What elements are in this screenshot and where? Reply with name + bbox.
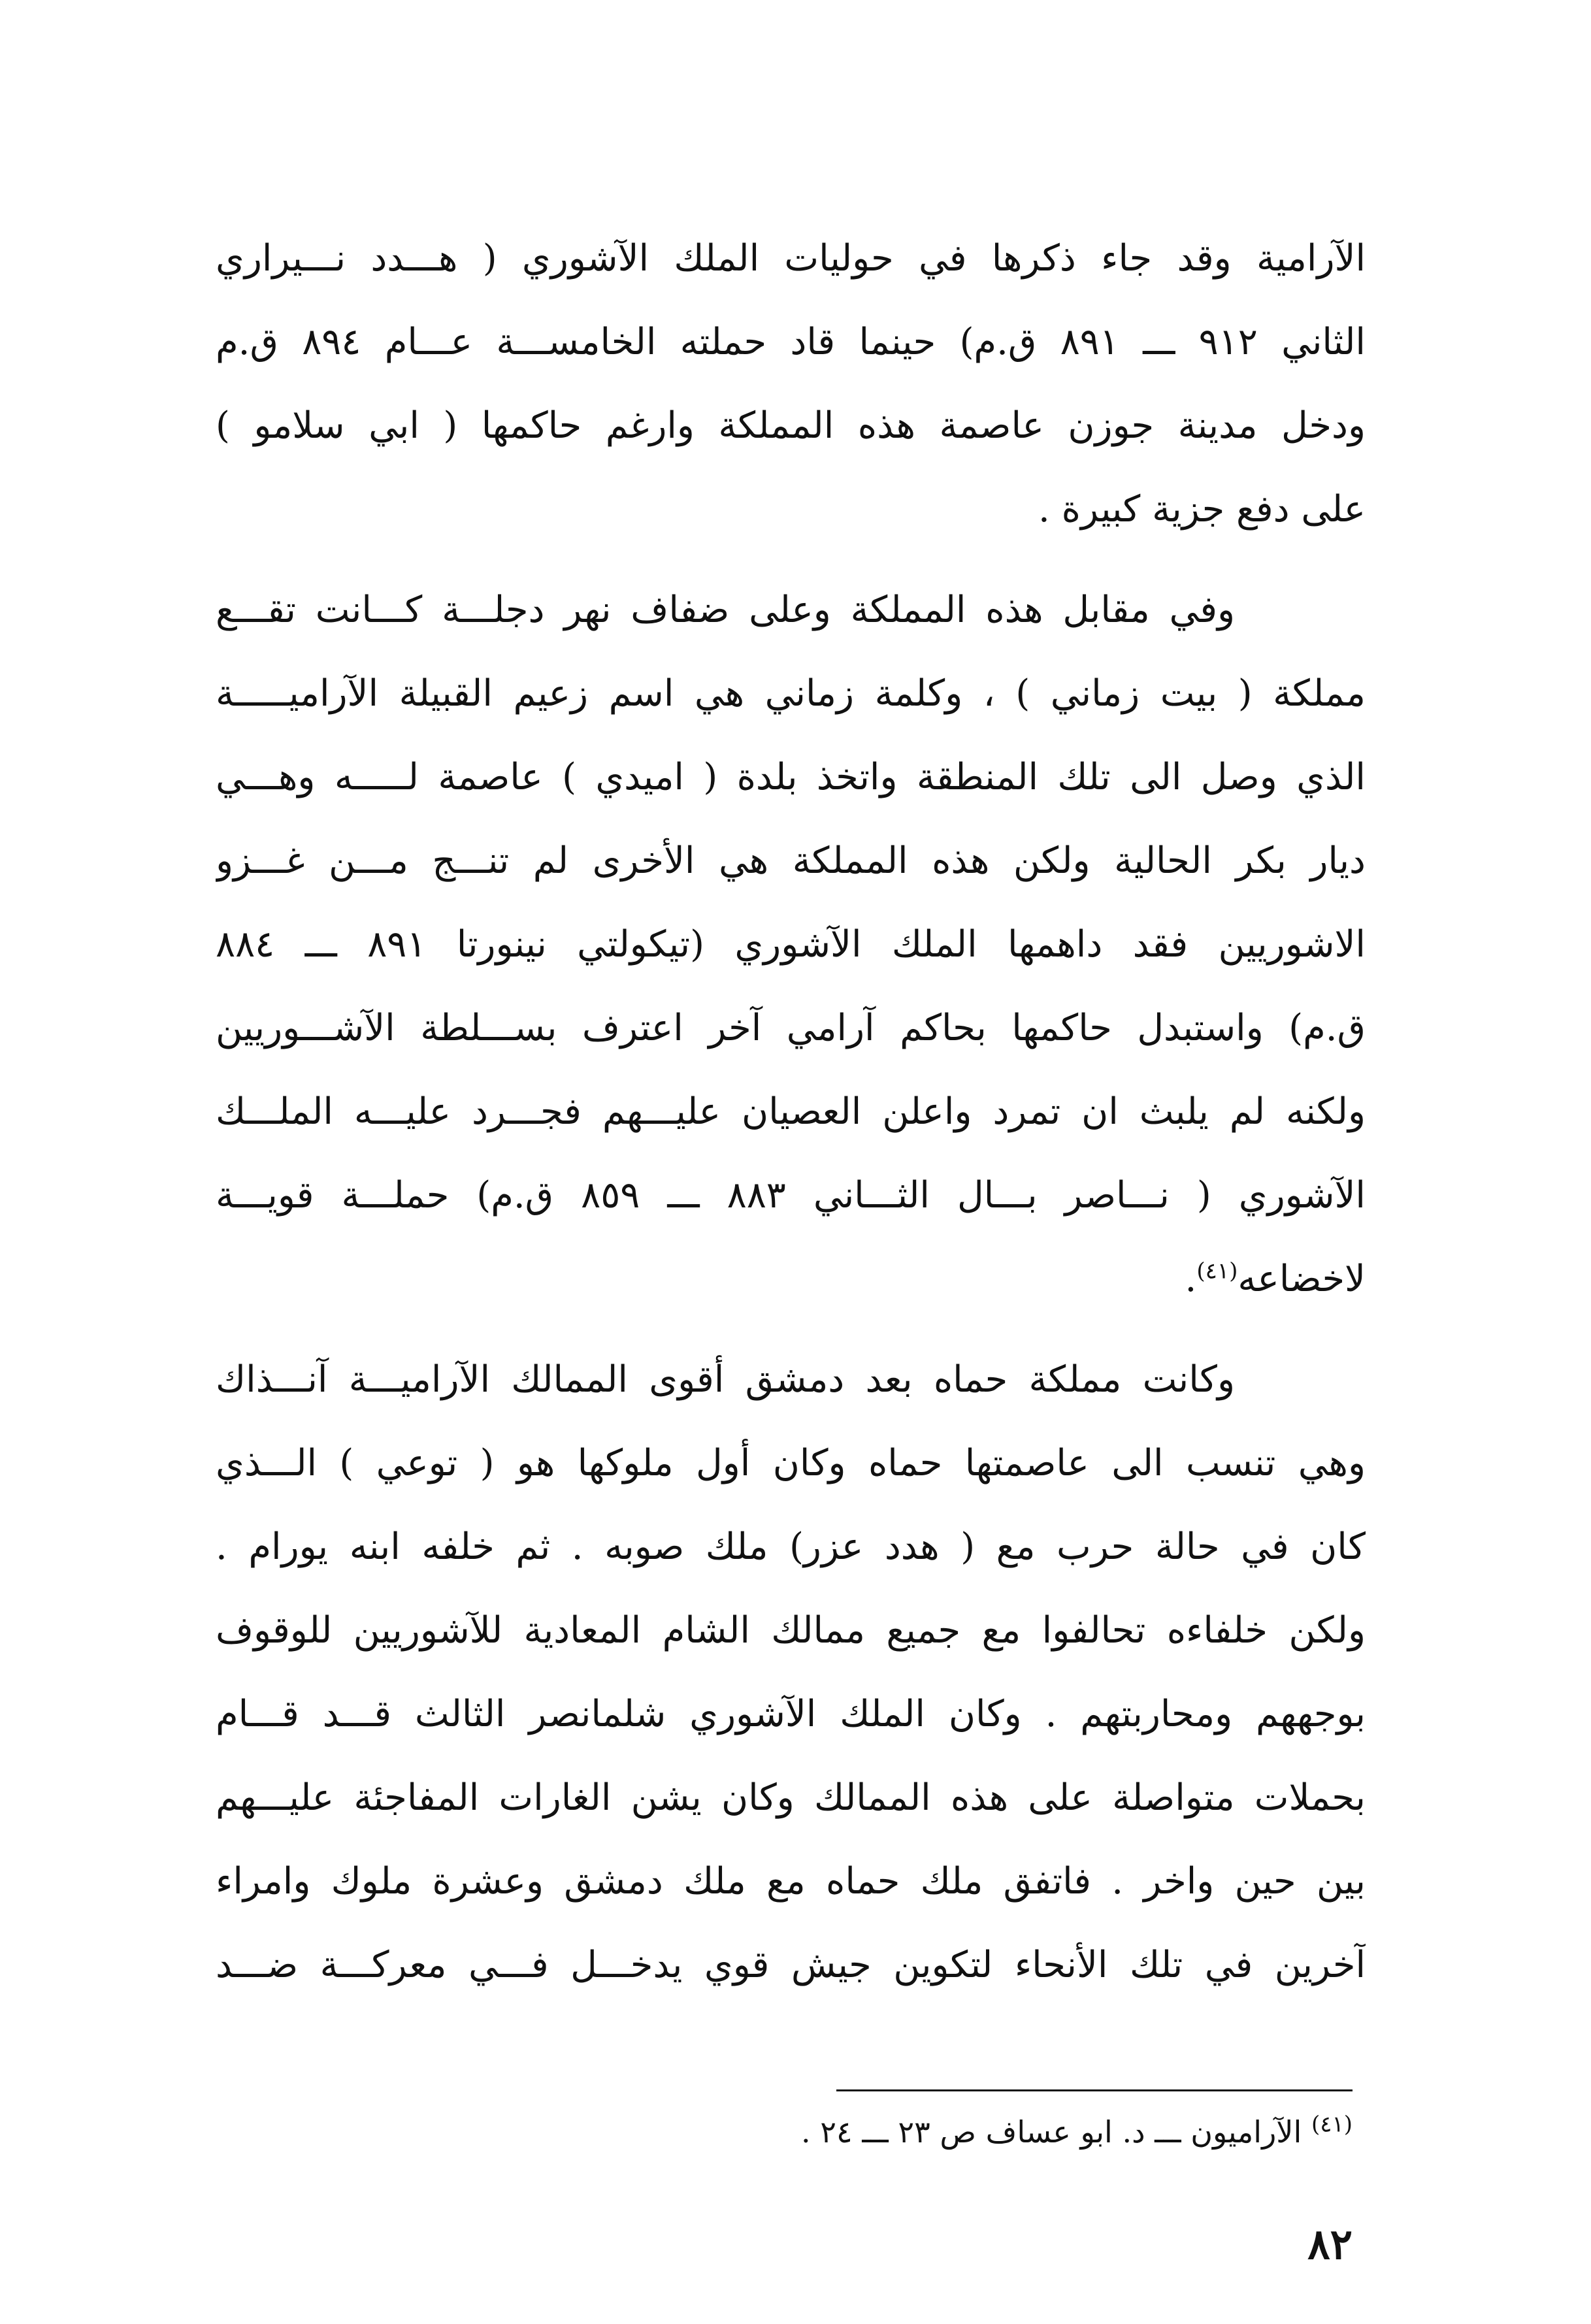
footnote-text: الآراميون ـــ د. ابو عساف ص ٢٣ ـــ ٢٤ . <box>801 2114 1302 2150</box>
page-number: ٨٢ <box>1307 2220 1353 2269</box>
text-line: بوجههم ومحاربتهم . وكان الملك الآشوري شلمانصر الثالث قـــد قـــام <box>216 1693 1366 1735</box>
footnote-separator <box>836 2089 1353 2091</box>
text-line: آخرين في تلك الأنحاء لتكوين جيش قوي يدخـــل فـــي معركـــة ضـــد <box>216 1944 1366 1986</box>
text-line: ديار بكر الحالية ولكن هذه المملكة هي الأخرى لم تنـــج مـــن غـــزو <box>216 840 1366 882</box>
paragraph <box>216 217 1366 551</box>
text-line: الآرامية وقد جاء ذكرها في حوليات الملك الآشوري ( هـــدد نـــيراري <box>216 237 1366 280</box>
text-line: ولكنه لم يلبث ان تمرد واعلن العصيان عليـــهم فجـــرد عليـــه الملـــك <box>216 1090 1366 1133</box>
text-line: الذي وصل الى تلك المنطقة واتخذ بلدة ( اميدي ) عاصمة لـــــه وهـــي <box>216 756 1366 798</box>
text-line: مملكة ( بيت زماني ) ، وكلمة زماني هي اسم زعيم القبيلة الآراميـــــة <box>216 672 1366 715</box>
text-line: بين حين واخر . فاتفق ملك حماه مع ملك دمشق وعشرة ملوك وامراء <box>216 1860 1366 1903</box>
text-line: كان في حالة حرب مع ( هدد عزر) ملك صوبه . ثم خلفه ابنه يورام . <box>216 1526 1366 1568</box>
body-text <box>216 217 1366 2007</box>
text-line: الآشوري ( نـــاصر بـــال الثـــاني ٨٨٣ ـــ ٨٥٩ ق.م) حملـــة قويـــة <box>216 1174 1366 1217</box>
text-line: الثاني ٩١٢ ـــ ٨٩١ ق.م) حينما قاد حملته الخامســـة عـــام ٨٩٤ ق.م <box>216 321 1366 363</box>
text-line: الاشوريين فقد داهمها الملك الآشوري (تيكولتي نينورتا ٨٩١ ـــ ٨٨٤ <box>216 923 1366 966</box>
sentence-end: . <box>1185 1258 1197 1300</box>
text-line: ودخل مدينة جوزن عاصمة هذه المملكة وارغم حاكمها ( ابي سلامو ) <box>216 404 1366 447</box>
text-line <box>216 1237 1366 1321</box>
text-line: وهي تنسب الى عاصمتها حماه وكان أول ملوكها هو ( توعي ) الـــذي <box>216 1442 1366 1484</box>
text-line: بحملات متواصلة على هذه الممالك وكان يشن الغارات المفاجئة عليـــهم <box>216 1776 1366 1819</box>
paragraph <box>216 568 1366 1321</box>
paragraph <box>216 1338 1366 2007</box>
text-line: وكانت مملكة حماه بعد دمشق أقوى الممالك الآراميـــة آنـــذاك <box>216 1358 1235 1401</box>
text-line: على دفع جزية كبيرة . <box>1038 488 1366 531</box>
text-line: ولكن خلفاءه تحالفوا مع جميع ممالك الشام المعادية للآشوريين للوقوف <box>216 1609 1366 1652</box>
footnote <box>588 2109 1353 2155</box>
text-line: وفي مقابل هذه المملكة وعلى ضفاف نهر دجلـــة كـــانت تقـــع <box>216 589 1235 631</box>
footnote-marker: (٤١) <box>1311 2111 1353 2138</box>
footnote-reference[interactable]: (٤١) <box>1196 1258 1238 1285</box>
text-line: ق.م) واستبدل حاكمها بحاكم آرامي آخر اعترف بســـلطة الآشـــوريين <box>216 1007 1366 1049</box>
text-segment: لاخضاعه <box>1238 1258 1366 1300</box>
